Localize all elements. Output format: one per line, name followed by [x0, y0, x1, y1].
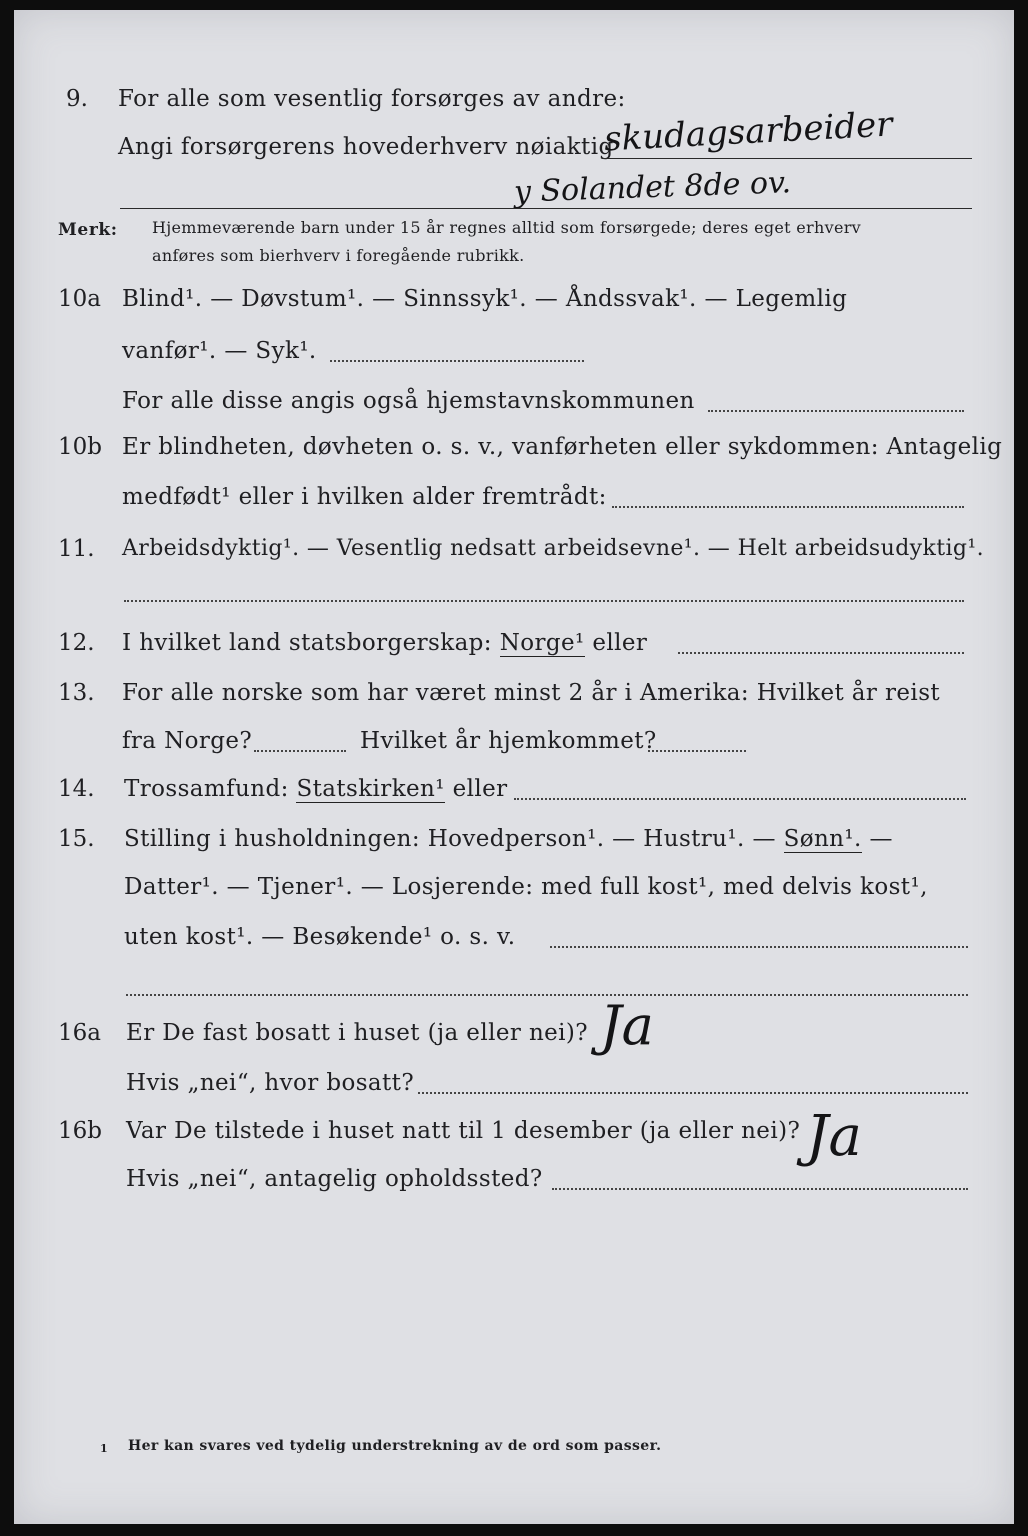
- q10a-syk-fill-line: [330, 360, 584, 362]
- q15-sonn-underlined: Sønn¹.: [783, 826, 862, 852]
- q16a-number: 16a: [58, 1020, 101, 1046]
- q12-post: eller: [592, 630, 648, 656]
- q13-reist-fill-line: [254, 750, 346, 752]
- q16a-line2: Hvis „nei“, hvor bosatt?: [126, 1070, 415, 1096]
- merk-line2: anføres som bierhverv i foregående rubrikk.: [152, 246, 525, 265]
- q15-second-fill-line: [126, 994, 968, 996]
- q10b-fill-line: [612, 506, 964, 508]
- q11-line1: Arbeidsdyktig¹. — Vesentlig nedsatt arbeidsevne¹. — Helt arbeidsudyktig¹.: [122, 536, 985, 561]
- q16a-line1: Er De fast bosatt i huset (ja eller nei)?: [126, 1020, 589, 1046]
- q9-answer-line: [602, 158, 972, 159]
- q13-line2b: Hvilket år hjemkommet?: [360, 728, 657, 754]
- q12-text: [122, 630, 647, 656]
- q13-line2a: fra Norge?: [122, 728, 253, 754]
- q10b-line1: Er blindheten, døvheten o. s. v., vanførheten eller sykdommen: Antagelig: [122, 434, 1003, 460]
- q15-line1: [124, 826, 893, 852]
- q13-hjemkommet-fill-line: [648, 750, 746, 752]
- q9-line1: For alle som vesentlig forsørges av andre:: [118, 86, 626, 112]
- q16b-fill-line: [552, 1188, 968, 1190]
- q13-number: 13.: [58, 680, 95, 706]
- q14-text: [124, 776, 508, 802]
- q10a-line1: Blind¹. — Døvstum¹. — Sinnssyk¹. — Åndssvak¹. — Legemlig: [122, 286, 848, 312]
- footnote-text: Her kan svares ved tydelig understrekning av de ord som passer.: [128, 1438, 662, 1454]
- q16b-line2: Hvis „nei“, antagelig opholdssted?: [126, 1166, 543, 1192]
- q14-fill-line: [514, 798, 966, 800]
- q10b-line2: medfødt¹ eller i hvilken alder fremtrådt:: [122, 484, 607, 510]
- q13-line1: For alle norske som har været minst 2 år i Amerika: Hvilket år reist: [122, 680, 941, 706]
- q15-line1b: —: [869, 826, 893, 852]
- q14-statskirken-underlined: Statskirken¹: [296, 776, 445, 802]
- q10b-number: 10b: [58, 434, 102, 460]
- q15-line2: Datter¹. — Tjener¹. — Losjerende: med full kost¹, med delvis kost¹,: [124, 874, 928, 900]
- q10a-line2: vanfør¹. — Syk¹.: [122, 338, 317, 364]
- merk-label: Merk:: [58, 220, 118, 240]
- q9-line2: Angi forsørgerens hovederhverv nøiaktig: [118, 134, 614, 160]
- q14-number: 14.: [58, 776, 95, 802]
- q14-post: eller: [452, 776, 508, 802]
- q10a-line3: For alle disse angis også hjemstavnskommunen: [122, 388, 695, 414]
- q11-number: 11.: [58, 536, 95, 562]
- q16a-handwritten-answer: Ja: [600, 994, 654, 1057]
- q12-pre: I hvilket land statsborgerskap:: [122, 630, 492, 656]
- q9-handwritten-answer2: y Solandet 8de ov.: [513, 165, 792, 210]
- q15-fill-line: [550, 946, 968, 948]
- q16b-handwritten-answer: Ja: [806, 1104, 862, 1169]
- q15-line1a: Stilling i husholdningen: Hovedperson¹. — Hustru¹. —: [124, 826, 776, 852]
- q15-number: 15.: [58, 826, 95, 852]
- q15-line3: uten kost¹. — Besøkende¹ o. s. v.: [124, 924, 516, 950]
- q12-fill-line: [678, 652, 964, 654]
- q16b-line1: Var De tilstede i huset natt til 1 desember (ja eller nei)?: [126, 1118, 801, 1144]
- q9-second-line: [120, 208, 972, 209]
- q10a-hjemstavn-fill-line: [708, 410, 964, 412]
- q12-number: 12.: [58, 630, 95, 656]
- q12-norge-underlined: Norge¹: [499, 630, 585, 656]
- q10a-number: 10a: [58, 286, 101, 312]
- q16a-fill-line: [418, 1092, 968, 1094]
- q14-pre: Trossamfund:: [124, 776, 289, 802]
- census-form-page: [14, 10, 1014, 1524]
- q11-fill-line: [124, 600, 964, 602]
- q9-number: 9.: [66, 86, 88, 112]
- q9-handwritten-answer1: skudagsarbeider: [603, 104, 894, 160]
- merk-line1: Hjemmeværende barn under 15 år regnes alltid som forsørgede; deres eget erhverv: [152, 218, 861, 237]
- footnote-mark: 1: [100, 1442, 109, 1455]
- q16b-number: 16b: [58, 1118, 102, 1144]
